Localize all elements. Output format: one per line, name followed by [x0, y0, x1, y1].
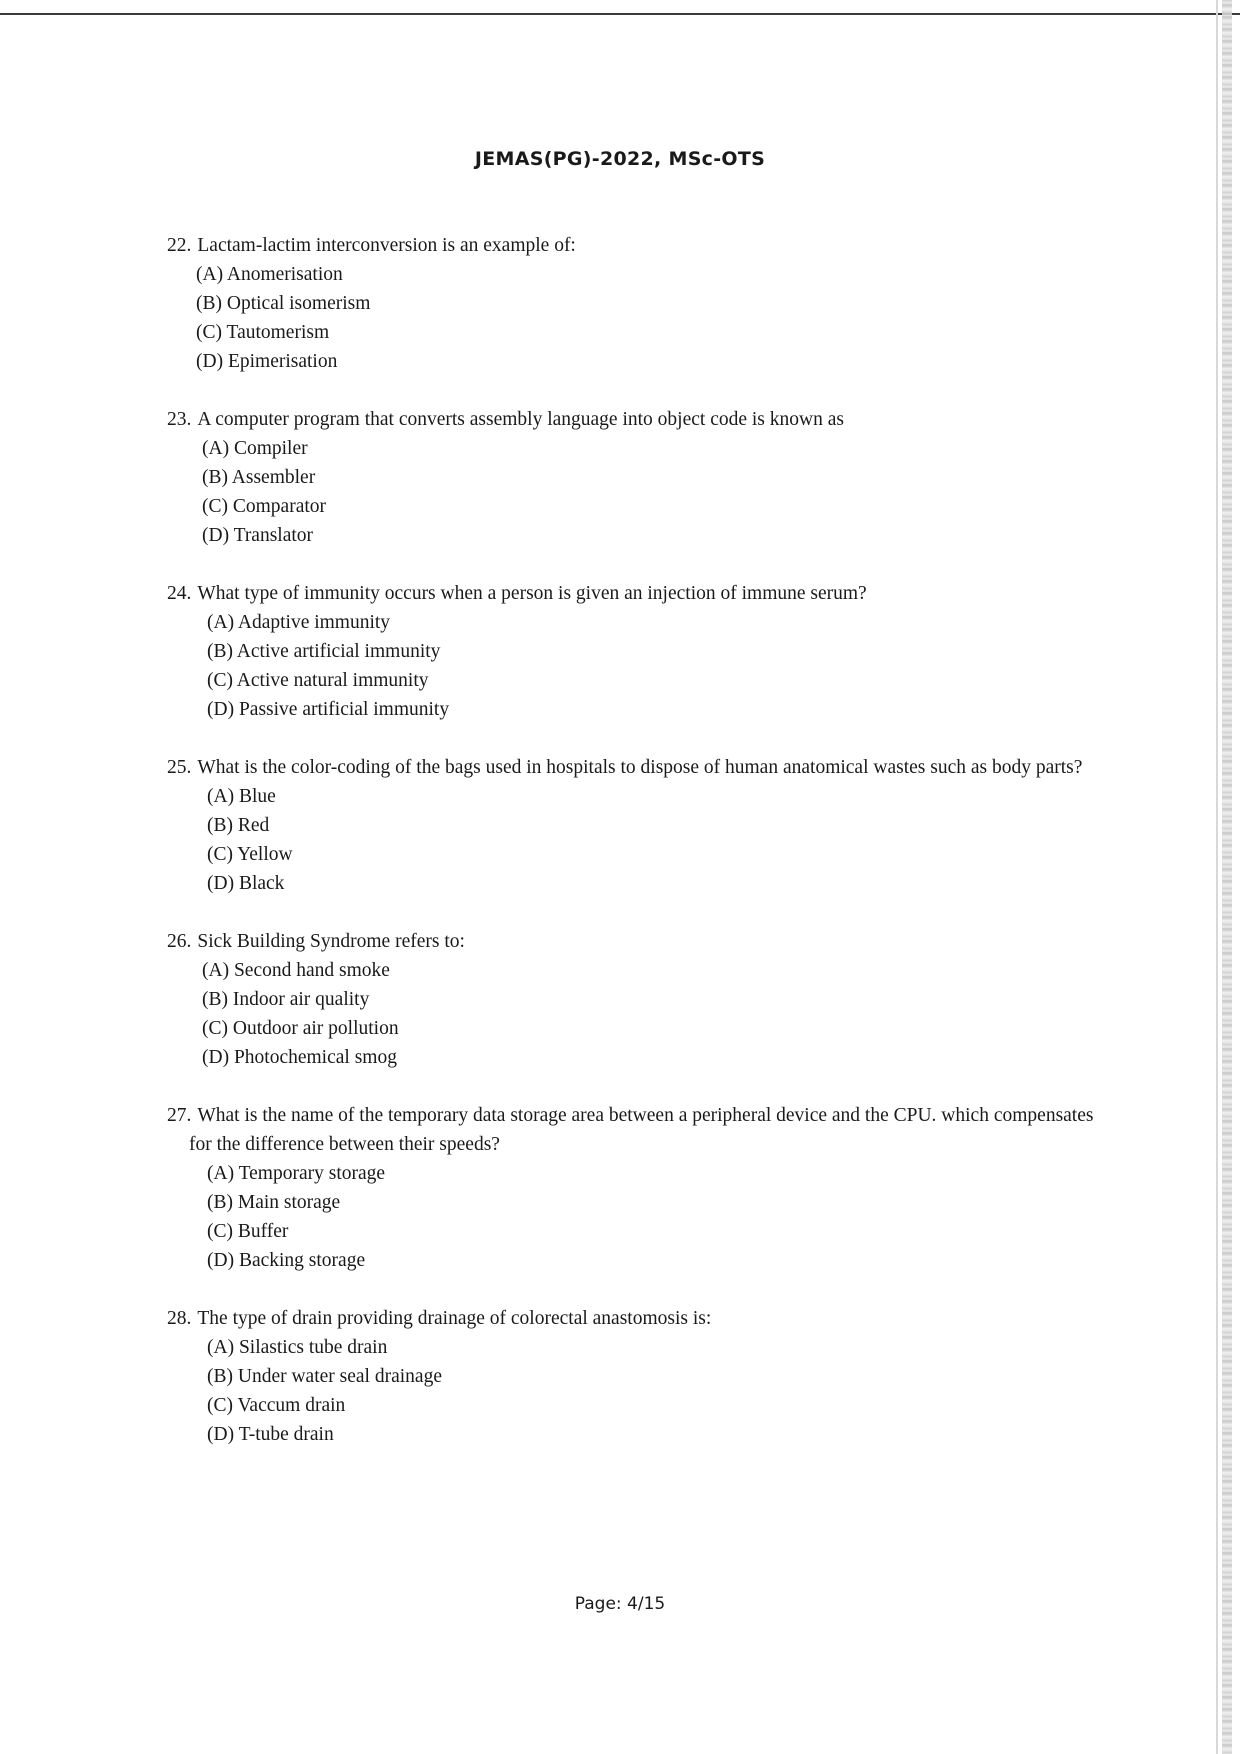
option-a: (A) Temporary storage: [207, 1163, 386, 1184]
option-a: (A) Compiler: [202, 438, 308, 459]
question-24: [167, 579, 1102, 724]
option-c: (C) Buffer: [207, 1221, 289, 1242]
option-list: [167, 260, 1102, 376]
question-number: 28.: [167, 1308, 192, 1329]
question-text: What type of immunity occurs when a person is given an injection of immune serum?: [197, 583, 867, 604]
option-a: (A) Silastics tube drain: [207, 1337, 388, 1358]
option-list: [167, 1159, 1102, 1275]
question-28: [167, 1304, 1102, 1449]
option-d: (D) Black: [207, 873, 285, 894]
option-c: (C) Tautomerism: [196, 322, 330, 343]
question-text: A computer program that converts assembly language into object code is known as: [197, 409, 844, 430]
option-list: [167, 956, 1102, 1072]
question-text: The type of drain providing drainage of colorectal anastomosis is:: [197, 1308, 712, 1329]
page-number: Page: 4/15: [574, 1594, 666, 1614]
option-b: (B) Active artificial immunity: [207, 641, 441, 662]
option-c: (C) Active natural immunity: [207, 670, 429, 691]
option-d: (D) Backing storage: [207, 1250, 366, 1271]
option-a: (A) Adaptive immunity: [207, 612, 391, 633]
option-d: (D) Passive artificial immunity: [207, 699, 450, 720]
question-text: Lactam-lactim interconversion is an example of:: [197, 235, 576, 256]
option-b: (B) Main storage: [207, 1192, 341, 1213]
option-a: (A) Blue: [207, 786, 276, 807]
top-rule: [0, 13, 1240, 15]
question-number: 26.: [167, 931, 192, 952]
scan-edge: [1222, 0, 1232, 1754]
option-list: [167, 1333, 1102, 1449]
option-list: [167, 782, 1102, 898]
question-22: [167, 231, 1102, 376]
option-list: [167, 434, 1102, 550]
question-number: 24.: [167, 583, 192, 604]
option-b: (B) Indoor air quality: [202, 989, 370, 1010]
question-25: [167, 753, 1102, 898]
question-23: [167, 405, 1102, 550]
option-c: (C) Vaccum drain: [207, 1395, 346, 1416]
question-27: [167, 1101, 1102, 1275]
option-c: (C) Outdoor air pollution: [202, 1018, 399, 1039]
question-list: [167, 231, 1102, 1478]
scan-edge-line: [1216, 0, 1218, 1754]
option-c: (C) Yellow: [207, 844, 293, 865]
question-number: 23.: [167, 409, 192, 430]
option-d: (D) Photochemical smog: [202, 1047, 397, 1068]
question-26: [167, 927, 1102, 1072]
option-a: (A) Anomerisation: [196, 264, 343, 285]
question-number: 27.: [167, 1105, 192, 1126]
page-header: JEMAS(PG)-2022, MSc-OTS: [474, 148, 766, 170]
option-b: (B) Under water seal drainage: [207, 1366, 442, 1387]
option-a: (A) Second hand smoke: [202, 960, 390, 981]
option-d: (D) T-tube drain: [207, 1424, 334, 1445]
question-text: Sick Building Syndrome refers to:: [197, 931, 465, 952]
option-c: (C) Comparator: [202, 496, 327, 517]
question-text: What is the color-coding of the bags used in hospitals to dispose of human anatomical wastes such as body parts?: [197, 757, 1083, 778]
option-list: [167, 608, 1102, 724]
question-text: What is the name of the temporary data storage area between a peripheral device and the CPU. which compensates for the difference between their speeds?: [189, 1105, 1094, 1155]
option-d: (D) Translator: [202, 525, 314, 546]
option-b: (B) Red: [207, 815, 270, 836]
option-b: (B) Optical isomerism: [196, 293, 371, 314]
question-number: 22.: [167, 235, 192, 256]
question-number: 25.: [167, 757, 192, 778]
option-b: (B) Assembler: [202, 467, 316, 488]
option-d: (D) Epimerisation: [196, 351, 338, 372]
